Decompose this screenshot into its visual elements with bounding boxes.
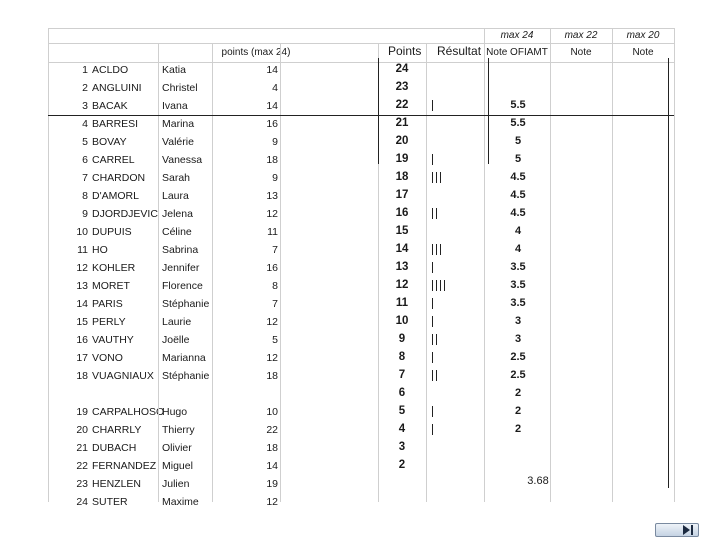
student-number: 16 <box>76 334 88 346</box>
student-number: 19 <box>76 406 88 418</box>
tally-marks <box>432 370 437 381</box>
student-first-name: Laura <box>162 190 189 202</box>
student-last-name: PERLY <box>92 316 126 328</box>
next-slide-icon <box>682 525 694 535</box>
scale-note: 5.5 <box>510 99 526 111</box>
scale-points: 22 <box>395 99 409 111</box>
tally-marks <box>432 352 433 363</box>
scale-note: 4 <box>514 225 522 237</box>
student-last-name: VONO <box>92 352 123 364</box>
tally-marks <box>432 280 445 291</box>
tally-mark <box>432 406 433 417</box>
scale-note: 4.5 <box>510 171 526 183</box>
student-first-name: Joëlle <box>162 334 190 346</box>
header-points-max: points (max 24) <box>221 47 291 58</box>
header-note-max22: Note <box>570 47 592 58</box>
scale-points: 2 <box>398 459 406 471</box>
student-points: 14 <box>266 460 278 472</box>
student-number: 1 <box>82 64 88 76</box>
grid-line <box>48 115 674 116</box>
grade-sheet <box>48 28 674 508</box>
student-first-name: Hugo <box>162 406 188 418</box>
student-first-name: Marina <box>162 118 195 130</box>
student-number: 11 <box>77 244 88 256</box>
student-points: 14 <box>266 100 278 112</box>
student-points: 12 <box>266 496 278 508</box>
grid-line <box>48 62 674 63</box>
student-last-name: DUPUIS <box>92 226 132 238</box>
grid-line <box>674 28 675 502</box>
student-last-name: VUAGNIAUX <box>92 370 154 382</box>
header-points: Points <box>388 44 422 58</box>
student-points: 18 <box>266 154 278 166</box>
student-points: 16 <box>266 118 278 130</box>
student-last-name: BACAK <box>92 100 128 112</box>
student-number: 24 <box>76 496 88 508</box>
student-points: 19 <box>266 478 278 490</box>
student-number: 22 <box>76 460 88 472</box>
student-first-name: Thierry <box>162 424 195 436</box>
student-first-name: Maxime <box>162 496 199 508</box>
tally-mark <box>440 244 441 255</box>
student-number: 6 <box>82 154 88 166</box>
tally-mark <box>444 280 445 291</box>
student-last-name: BOVAY <box>92 136 127 148</box>
tally-marks <box>432 316 433 327</box>
student-points: 8 <box>272 280 278 292</box>
student-first-name: Christel <box>162 82 198 94</box>
scale-note: 4 <box>514 243 522 255</box>
tally-mark <box>436 208 437 219</box>
tally-mark <box>432 334 433 345</box>
scale-note: 5.5 <box>510 117 526 129</box>
tally-mark <box>432 370 433 381</box>
student-first-name: Jelena <box>162 208 193 220</box>
scale-note: 4.5 <box>510 189 526 201</box>
grid-line <box>484 28 485 502</box>
scale-points: 23 <box>395 81 409 93</box>
scale-points: 10 <box>395 315 409 327</box>
student-first-name: Stéphanie <box>162 370 210 382</box>
student-first-name: Julien <box>162 478 190 490</box>
header-resultat: Résultat <box>437 44 482 58</box>
grid-line <box>48 43 674 44</box>
grid-line <box>612 28 613 502</box>
grid-line <box>158 43 159 502</box>
tally-marks <box>432 262 433 273</box>
student-points: 12 <box>266 352 278 364</box>
student-points: 18 <box>266 442 278 454</box>
tally-mark <box>436 172 437 183</box>
student-number: 17 <box>76 352 88 364</box>
scale-points: 4 <box>398 423 406 435</box>
scale-points: 6 <box>398 387 406 399</box>
scale-points: 8 <box>398 351 406 363</box>
tally-mark <box>432 424 433 435</box>
header-note-max20: Note <box>632 47 654 58</box>
scale-points: 5 <box>398 405 406 417</box>
scale-points: 18 <box>395 171 409 183</box>
student-last-name: PARIS <box>92 298 123 310</box>
scale-points: 3 <box>398 441 406 453</box>
scale-note: 2 <box>514 405 522 417</box>
scale-points: 19 <box>395 153 409 165</box>
tally-mark <box>432 352 433 363</box>
tally-mark <box>436 334 437 345</box>
student-first-name: Vanessa <box>162 154 203 166</box>
tally-mark <box>440 172 441 183</box>
scale-note: 3 <box>514 333 522 345</box>
scale-note: 2.5 <box>510 351 526 363</box>
student-number: 18 <box>76 370 88 382</box>
scale-points: 16 <box>395 207 409 219</box>
student-points: 13 <box>266 190 278 202</box>
student-last-name: SUTER <box>92 496 128 508</box>
scale-note: 3.5 <box>510 279 526 291</box>
student-number: 13 <box>76 280 88 292</box>
student-last-name: D'AMORL <box>92 190 139 202</box>
student-last-name: ANGLUINI <box>92 82 142 94</box>
student-points: 16 <box>266 262 278 274</box>
student-points: 4 <box>272 82 278 94</box>
scale-note: 5 <box>514 153 522 165</box>
grid-line <box>48 28 674 29</box>
student-first-name: Florence <box>162 280 203 292</box>
student-first-name: Jennifer <box>162 262 200 274</box>
student-number: 20 <box>76 424 88 436</box>
student-points: 5 <box>272 334 278 346</box>
student-first-name: Céline <box>162 226 192 238</box>
header-max22: max 22 <box>564 30 598 41</box>
student-first-name: Ivana <box>162 100 188 112</box>
scale-note: 2.5 <box>510 369 526 381</box>
student-points: 11 <box>267 226 278 238</box>
tally-marks <box>432 154 433 165</box>
tally-mark <box>436 244 437 255</box>
student-last-name: MORET <box>92 280 130 292</box>
student-last-name: KOHLER <box>92 262 136 274</box>
tally-mark <box>432 100 433 111</box>
scale-points: 17 <box>395 189 409 201</box>
student-last-name: HENZLEN <box>92 478 142 490</box>
scale-points: 14 <box>395 243 409 255</box>
student-last-name: CARPALHOSO <box>92 406 165 418</box>
student-points: 14 <box>266 64 278 76</box>
student-points: 7 <box>272 244 278 256</box>
student-points: 22 <box>266 424 278 436</box>
student-number: 7 <box>82 172 88 184</box>
tally-mark <box>432 316 433 327</box>
student-number: 4 <box>82 118 88 130</box>
student-last-name: CHARRLY <box>92 424 142 436</box>
student-number: 10 <box>76 226 88 238</box>
student-points: 9 <box>272 172 278 184</box>
scale-note: 3 <box>514 315 522 327</box>
scale-note: 4.5 <box>510 207 526 219</box>
student-number: 15 <box>76 316 88 328</box>
grid-line <box>212 43 213 502</box>
student-number: 12 <box>76 262 88 274</box>
student-number: 2 <box>82 82 88 94</box>
student-last-name: HO <box>92 244 108 256</box>
tally-mark <box>432 280 433 291</box>
tally-marks <box>432 172 441 183</box>
header-max24: max 24 <box>500 30 534 41</box>
student-number: 23 <box>76 478 88 490</box>
tally-mark <box>432 208 433 219</box>
student-last-name: CARREL <box>92 154 135 166</box>
grid-line <box>378 58 379 164</box>
student-last-name: CHARDON <box>92 172 146 184</box>
scale-points: 15 <box>395 225 409 237</box>
scale-note: 3.5 <box>510 261 526 273</box>
scale-points: 11 <box>395 297 409 309</box>
student-points: 18 <box>266 370 278 382</box>
grid-line <box>668 58 669 488</box>
student-first-name: Sabrina <box>162 244 199 256</box>
tally-marks <box>432 208 437 219</box>
student-number: 3 <box>82 100 88 112</box>
grid-line <box>280 43 281 502</box>
student-first-name: Laurie <box>162 316 192 328</box>
tally-mark <box>432 172 433 183</box>
student-number: 8 <box>82 190 88 202</box>
tally-mark <box>440 280 441 291</box>
student-points: 12 <box>266 316 278 328</box>
student-last-name: BARRESI <box>92 118 139 130</box>
student-first-name: Olivier <box>162 442 192 454</box>
tally-marks <box>432 298 433 309</box>
scale-points: 9 <box>398 333 406 345</box>
scale-note: 2 <box>514 423 522 435</box>
student-number: 14 <box>76 298 88 310</box>
student-points: 7 <box>272 298 278 310</box>
tally-mark <box>432 298 433 309</box>
scale-note: 5 <box>514 135 522 147</box>
student-points: 9 <box>272 136 278 148</box>
tally-marks <box>432 406 433 417</box>
student-first-name: Valérie <box>162 136 194 148</box>
grid-line <box>426 43 427 502</box>
student-first-name: Miguel <box>162 460 193 472</box>
tally-marks <box>432 244 441 255</box>
header-max20: max 20 <box>626 30 660 41</box>
header-note-ofiamt: Note OFIAMT <box>486 47 548 58</box>
student-last-name: FERNANDEZ <box>92 460 157 472</box>
grid-line <box>48 28 49 502</box>
scale-points: 21 <box>395 117 409 129</box>
student-first-name: Marianna <box>162 352 206 364</box>
student-points: 12 <box>266 208 278 220</box>
tally-mark <box>432 244 433 255</box>
student-number: 5 <box>82 136 88 148</box>
tally-marks <box>432 424 433 435</box>
student-first-name: Katia <box>162 64 186 76</box>
scale-note: 3.5 <box>510 297 526 309</box>
scale-points: 24 <box>395 63 409 75</box>
student-last-name: DJORDJEVIC <box>92 208 158 220</box>
student-points: 10 <box>266 406 278 418</box>
scale-note: 2 <box>514 387 522 399</box>
tally-mark <box>432 262 433 273</box>
tally-marks <box>432 334 437 345</box>
student-last-name: ACLDO <box>92 64 129 76</box>
average-value: 3.68 <box>527 475 549 487</box>
student-number: 21 <box>76 442 88 454</box>
scale-points: 7 <box>398 369 406 381</box>
grid-line <box>488 58 489 164</box>
student-last-name: VAUTHY <box>92 334 134 346</box>
tally-mark <box>436 370 437 381</box>
tally-mark <box>432 154 433 165</box>
student-first-name: Sarah <box>162 172 191 184</box>
scale-points: 20 <box>395 135 409 147</box>
student-first-name: Stéphanie <box>162 298 210 310</box>
tally-marks <box>432 100 433 111</box>
student-number: 9 <box>82 208 88 220</box>
scale-points: 13 <box>395 261 409 273</box>
student-last-name: DUBACH <box>92 442 137 454</box>
grid-line <box>550 28 551 502</box>
next-slide-button[interactable] <box>655 523 699 537</box>
scale-points: 12 <box>395 279 409 291</box>
tally-mark <box>436 280 437 291</box>
